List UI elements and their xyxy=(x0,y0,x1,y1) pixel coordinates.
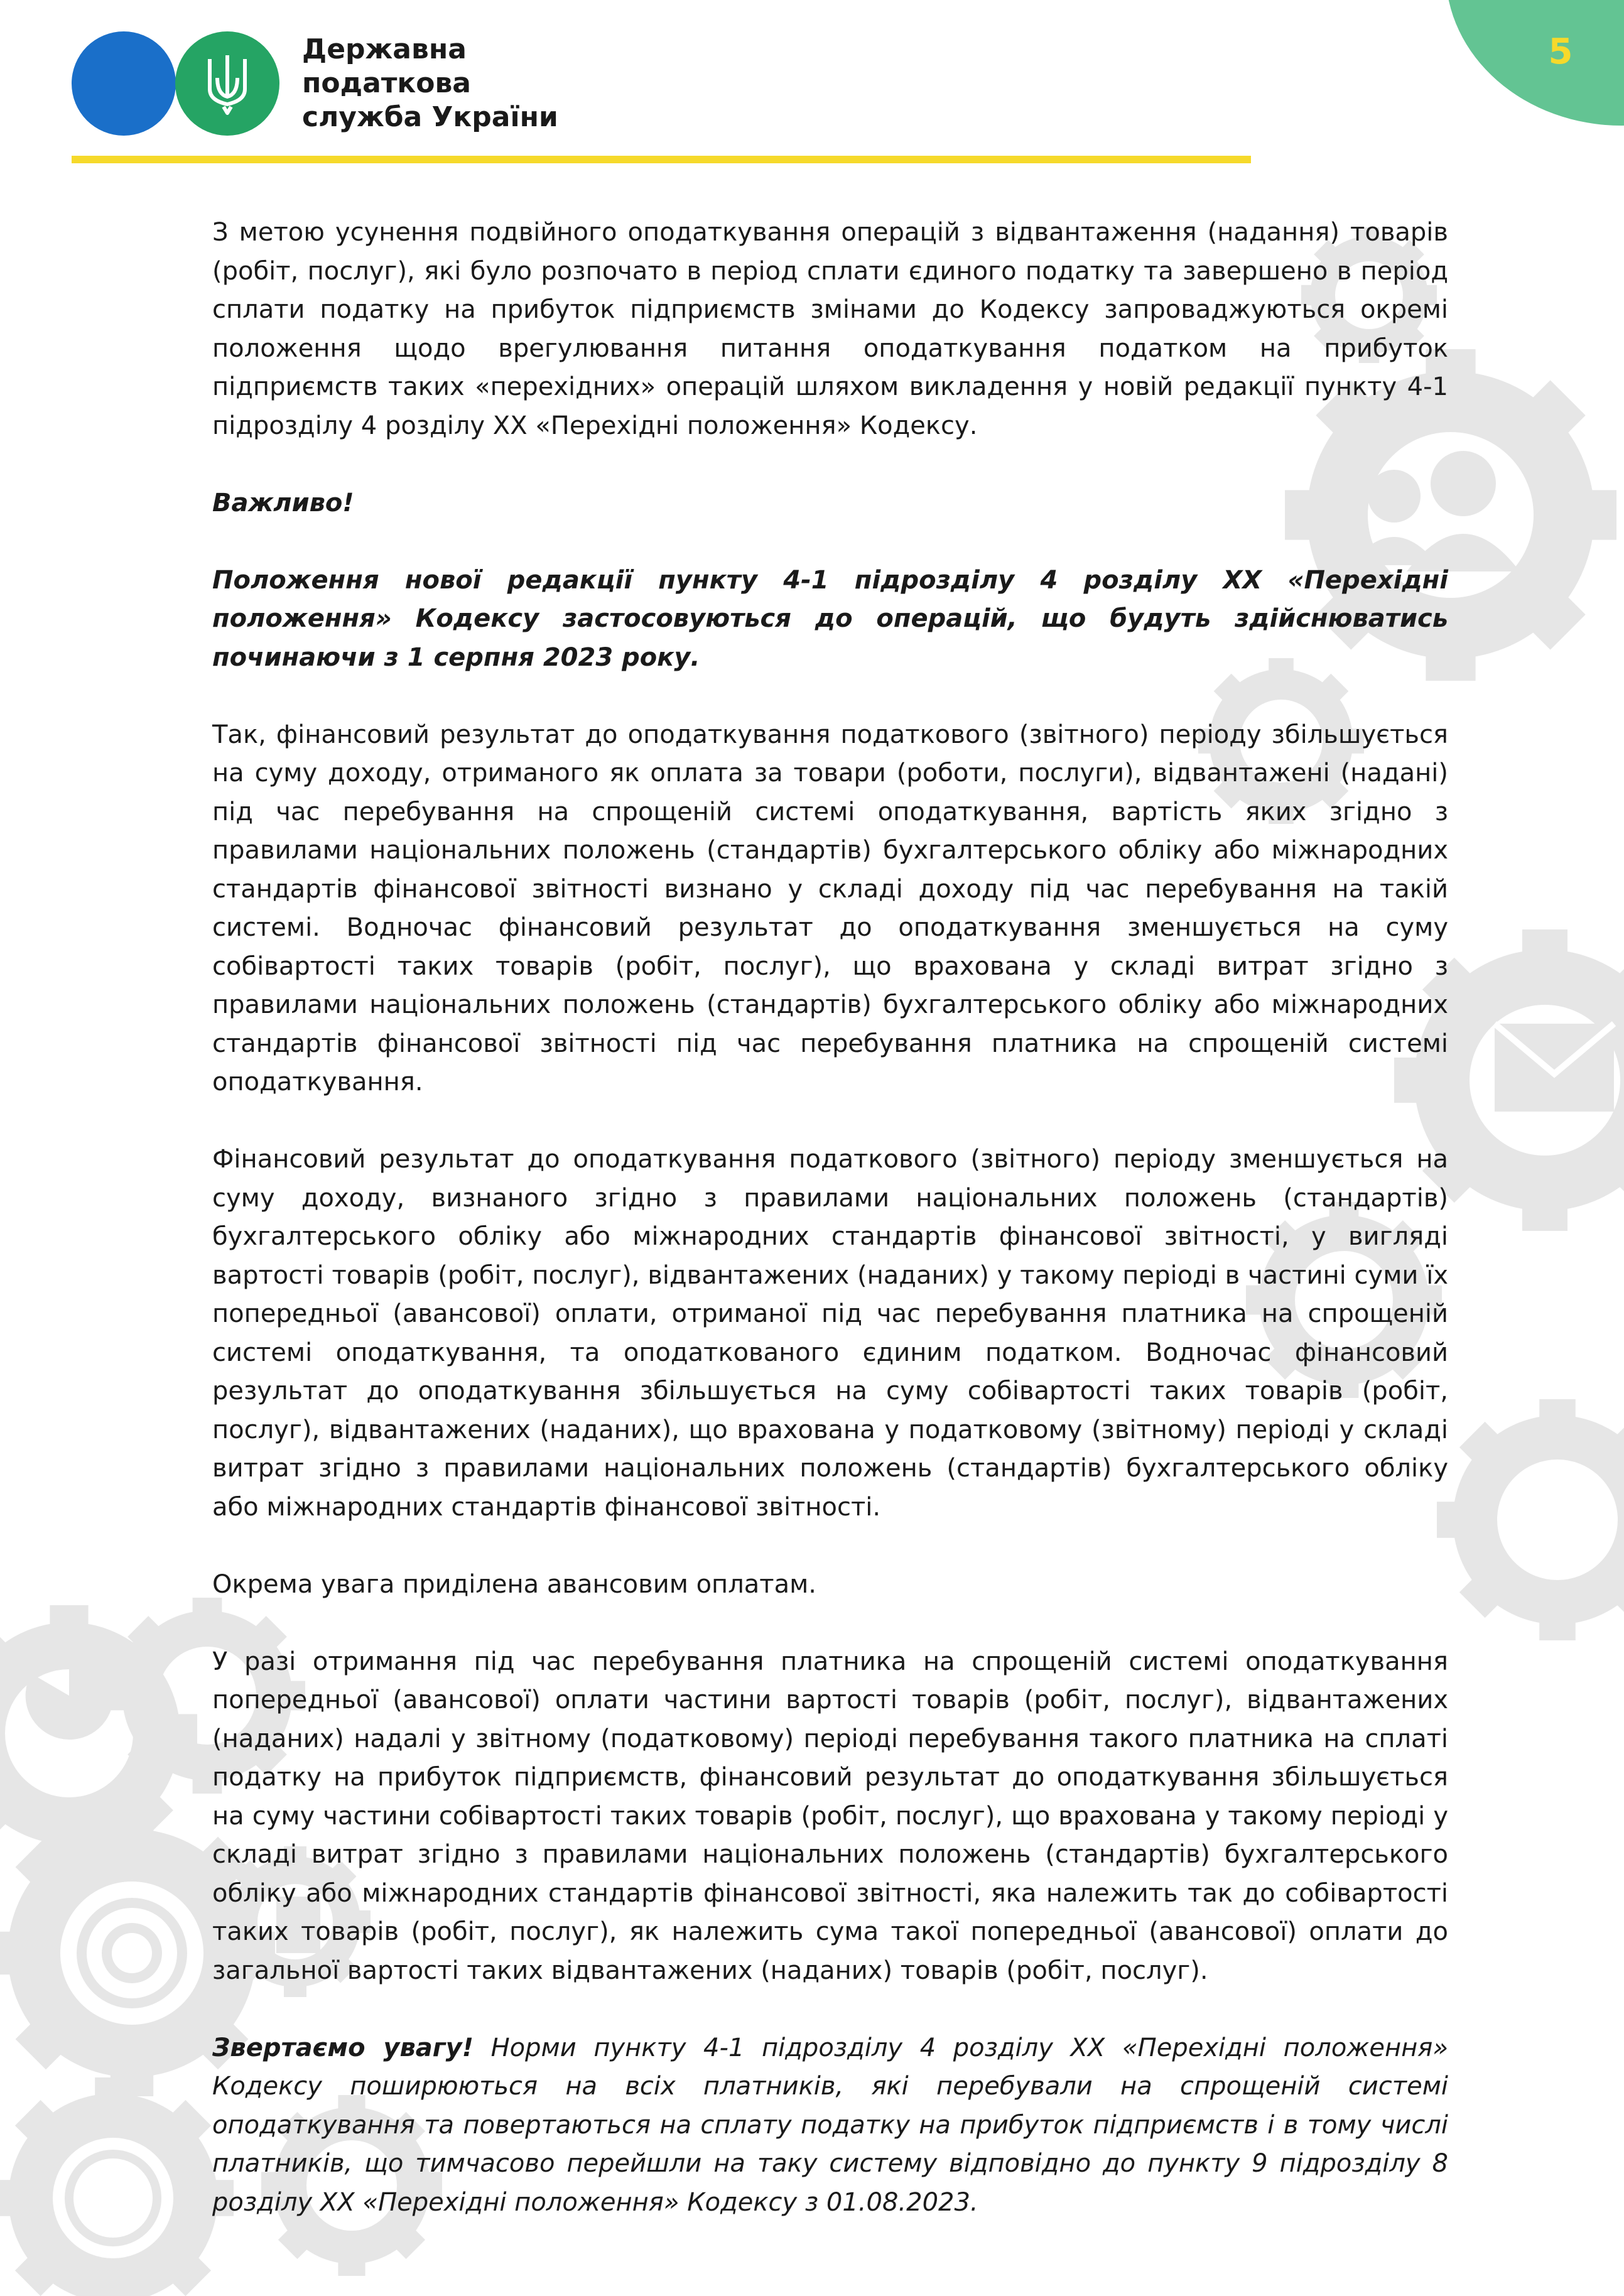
attention-note xyxy=(212,2029,1448,2223)
paragraph-decrease: Фінансовий результат до оподаткування податкового (звітного) періоду зменшується на суму доходу, визнаного згідно з правилами національних положень (стандартів) бухгалтерського обліку або міжнародних стандартів фінансової звітності, у вигляді вартості товарів (робіт, послуг), відвантажених (наданих) у такому періоді в частині суми їх попередньої (авансової) оплати, отриманої під час перебування платника на спрощеній системі оподаткування, та оподаткованого єдиним податком. Водночас фінансовий результат до оподаткування збільшується на суму собівартості таких товарів (робіт, послуг), відвантажених (наданих), що врахована у податковому (звітному) періоді у складі витрат згідно з правилами національних положень (стандартів) бухгалтерського обліку або міжнародних стандартів фінансової звітності. xyxy=(212,1145,1448,1522)
logo-blue-circle xyxy=(72,31,176,136)
clock-icon xyxy=(69,2154,157,2242)
paragraph-increase: Так, фінансовий результат до оподаткування податкового (звітного) періоду збільшується на суму доходу, отриманого як оплата за товари (роботи, послуги), відвантажені (надані) під час перебування на спрощеній системі оподаткування, вартість яких згідно з правилами національних положень (стандартів) бухгалтерського обліку або міжнародних стандартів фінансової звітності визнано у складі доходу під час перебування на такій системі. Водночас фінансовий результат до оподаткування зменшується на суму собівартості таких товарів (робіт, послуг), що врахована у складі витрат згідно з правилами національних положень (стандартів) бухгалтерського обліку або міжнародних стандартів фінансової звітності під час перебування платника на спрощеній системі оподаткування. xyxy=(212,720,1448,1097)
page-number: 5 xyxy=(1548,31,1573,72)
org-name-line-1: Державна xyxy=(302,33,467,65)
paragraph-advance-heading: Окрема увага приділена авансовим оплатам. xyxy=(212,1569,816,1599)
important-note: Положення нової редакції пункту 4-1 підрозділу 4 розділу ХХ «Перехідні положення» Кодексу застосовуються до операцій, що будуть здійснюватись починаючи з 1 серпня 2023 року. xyxy=(212,565,1448,672)
target-icon xyxy=(82,1903,182,2003)
important-label: Важливо! xyxy=(212,488,354,517)
org-name-line-2: податкова xyxy=(302,67,471,99)
attention-label: Звертаємо увагу! xyxy=(212,2033,474,2062)
gear-icon xyxy=(1437,1399,1624,1640)
header-divider xyxy=(72,156,1251,163)
envelope-icon xyxy=(1495,1024,1614,1112)
attention-text: Норми пункту 4-1 підрозділу 4 розділу XX «Перехідні положення» Кодексу поширюються на всіх платників, які перебували на спрощеній системі оподаткування та повертаються на сплату податку на прибуток підприємств і в тому числі платників, що тимчасово перейшли на таку систему відповідно до пункту 9 підрозділу 8 розділу XX «Перехідні положення» Кодексу з 01.08.2023. xyxy=(212,2033,1449,2217)
paragraph-advance: У разі отримання під час перебування платника на спрощеній системі оподаткування попередньої (авансової) оплати частини вартості товарів (робіт, послуг), відвантажених (наданих) надалі у звітному (податковому) періоді перебування такого платника на сплаті податку на прибуток підприємств, фінансовий результат до оподаткування збільшується на суму частини собівартості таких товарів (робіт, послуг), що врахована у такому періоді у складі витрат згідно з правилами національних положень (стандартів) бухгалтерського обліку або міжнародних стандартів фінансової звітності, яка належить так до собівартості таких товарів (робіт, послуг), як належить сума такої попередньої (авансової) оплати до загальної вартості таких відвантажених (наданих) товарів (робіт, послуг). xyxy=(212,1647,1448,1985)
trident-icon xyxy=(205,53,250,116)
gear-icon xyxy=(0,2077,234,2296)
document-body xyxy=(212,214,1448,2261)
organization-name xyxy=(302,33,558,134)
logo-green-circle xyxy=(175,31,279,136)
org-name-line-3: служба України xyxy=(302,101,558,133)
paragraph-intro: З метою усунення подвійного оподаткування операцій з відвантаження (надання) товарів (робіт, послуг), які було розпочато в період сплати єдиного податку та завершено в період сплати податку на прибуток підприємств змінами до Кодексу запроваджуються окремі положення щодо врегулювання питання оподаткування податком на прибуток підприємств таких «перехідних» операцій шляхом викладення у новій редакції пункту 4-1 підрозділу 4 розділу ХХ «Перехідні положення» Кодексу. xyxy=(212,218,1448,440)
